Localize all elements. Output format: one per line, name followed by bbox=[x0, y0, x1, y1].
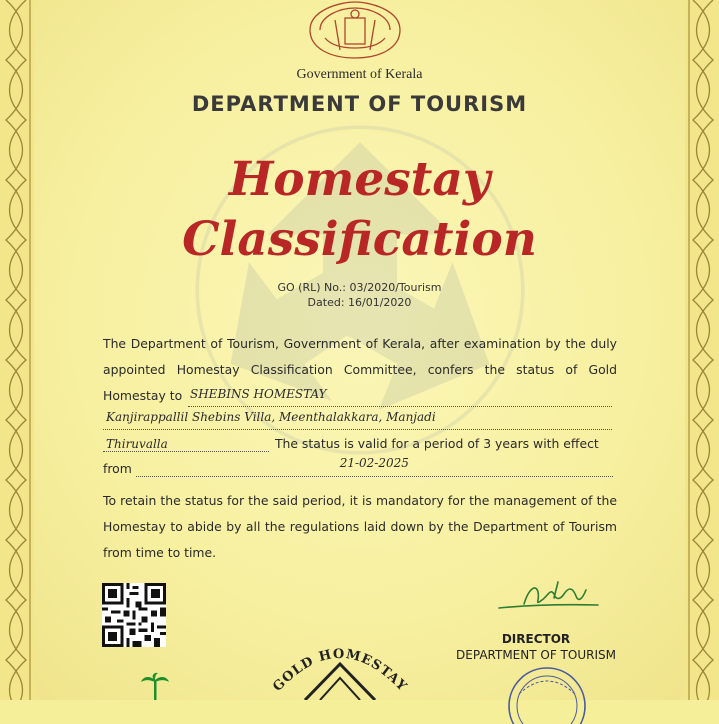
qr-code-icon bbox=[102, 583, 166, 647]
director-signature bbox=[494, 578, 604, 618]
title-line-2: Classification bbox=[182, 212, 537, 267]
director-department: DEPARTMENT OF TOURISM bbox=[456, 648, 616, 662]
kerala-emblem-icon bbox=[300, 0, 410, 62]
from-label: from bbox=[103, 461, 132, 476]
department-name: DEPARTMENT OF TOURISM bbox=[191, 92, 528, 116]
title-line-1: Homestay bbox=[228, 152, 491, 207]
director-title: DIRECTOR bbox=[501, 632, 571, 646]
palm-tree-icon bbox=[140, 672, 170, 700]
from-date: 21-02-2025 bbox=[339, 456, 409, 470]
homestay-name-line bbox=[188, 386, 612, 407]
intro-text: The Department of Tourism, Government of Kerala, after examination by the duly appointed Homestay Classification Committee, confers the status of Gold Homestay to bbox=[103, 336, 617, 403]
address-text-2: Thiruvalla bbox=[106, 437, 168, 451]
director-block bbox=[450, 631, 622, 663]
validity-text: The status is valid for a period of 3 years with effect bbox=[274, 436, 599, 451]
government-name: Government of Kerala bbox=[296, 67, 423, 82]
address-validity-line bbox=[103, 436, 617, 456]
department-seal-icon bbox=[505, 664, 590, 724]
gold-homestay-label: GOLD HOMESTAY bbox=[270, 646, 410, 695]
certificate-closing bbox=[103, 488, 617, 566]
address-text-1: Kanjirappallil Shebins Villa, Meenthalakkara, Manjadi bbox=[106, 410, 436, 424]
address-line-1 bbox=[103, 409, 612, 430]
closing-text: To retain the status for the said period, it is mandatory for the management of the Homestay to abide by all the regulations laid down by the Department of Tourism from time to time. bbox=[103, 493, 617, 560]
from-line bbox=[103, 456, 617, 481]
svg-text:GOLD HOMESTAY bbox=[270, 647, 410, 695]
address-line-2 bbox=[103, 436, 269, 452]
go-date: Dated: 16/01/2020 bbox=[307, 296, 412, 309]
go-number: GO (RL) No.: 03/2020/Tourism bbox=[277, 281, 442, 294]
from-date-field bbox=[136, 456, 613, 477]
homestay-name: SHEBINS HOMESTAY bbox=[190, 387, 327, 401]
government-order bbox=[0, 280, 719, 310]
gold-homestay-badge bbox=[265, 628, 415, 700]
